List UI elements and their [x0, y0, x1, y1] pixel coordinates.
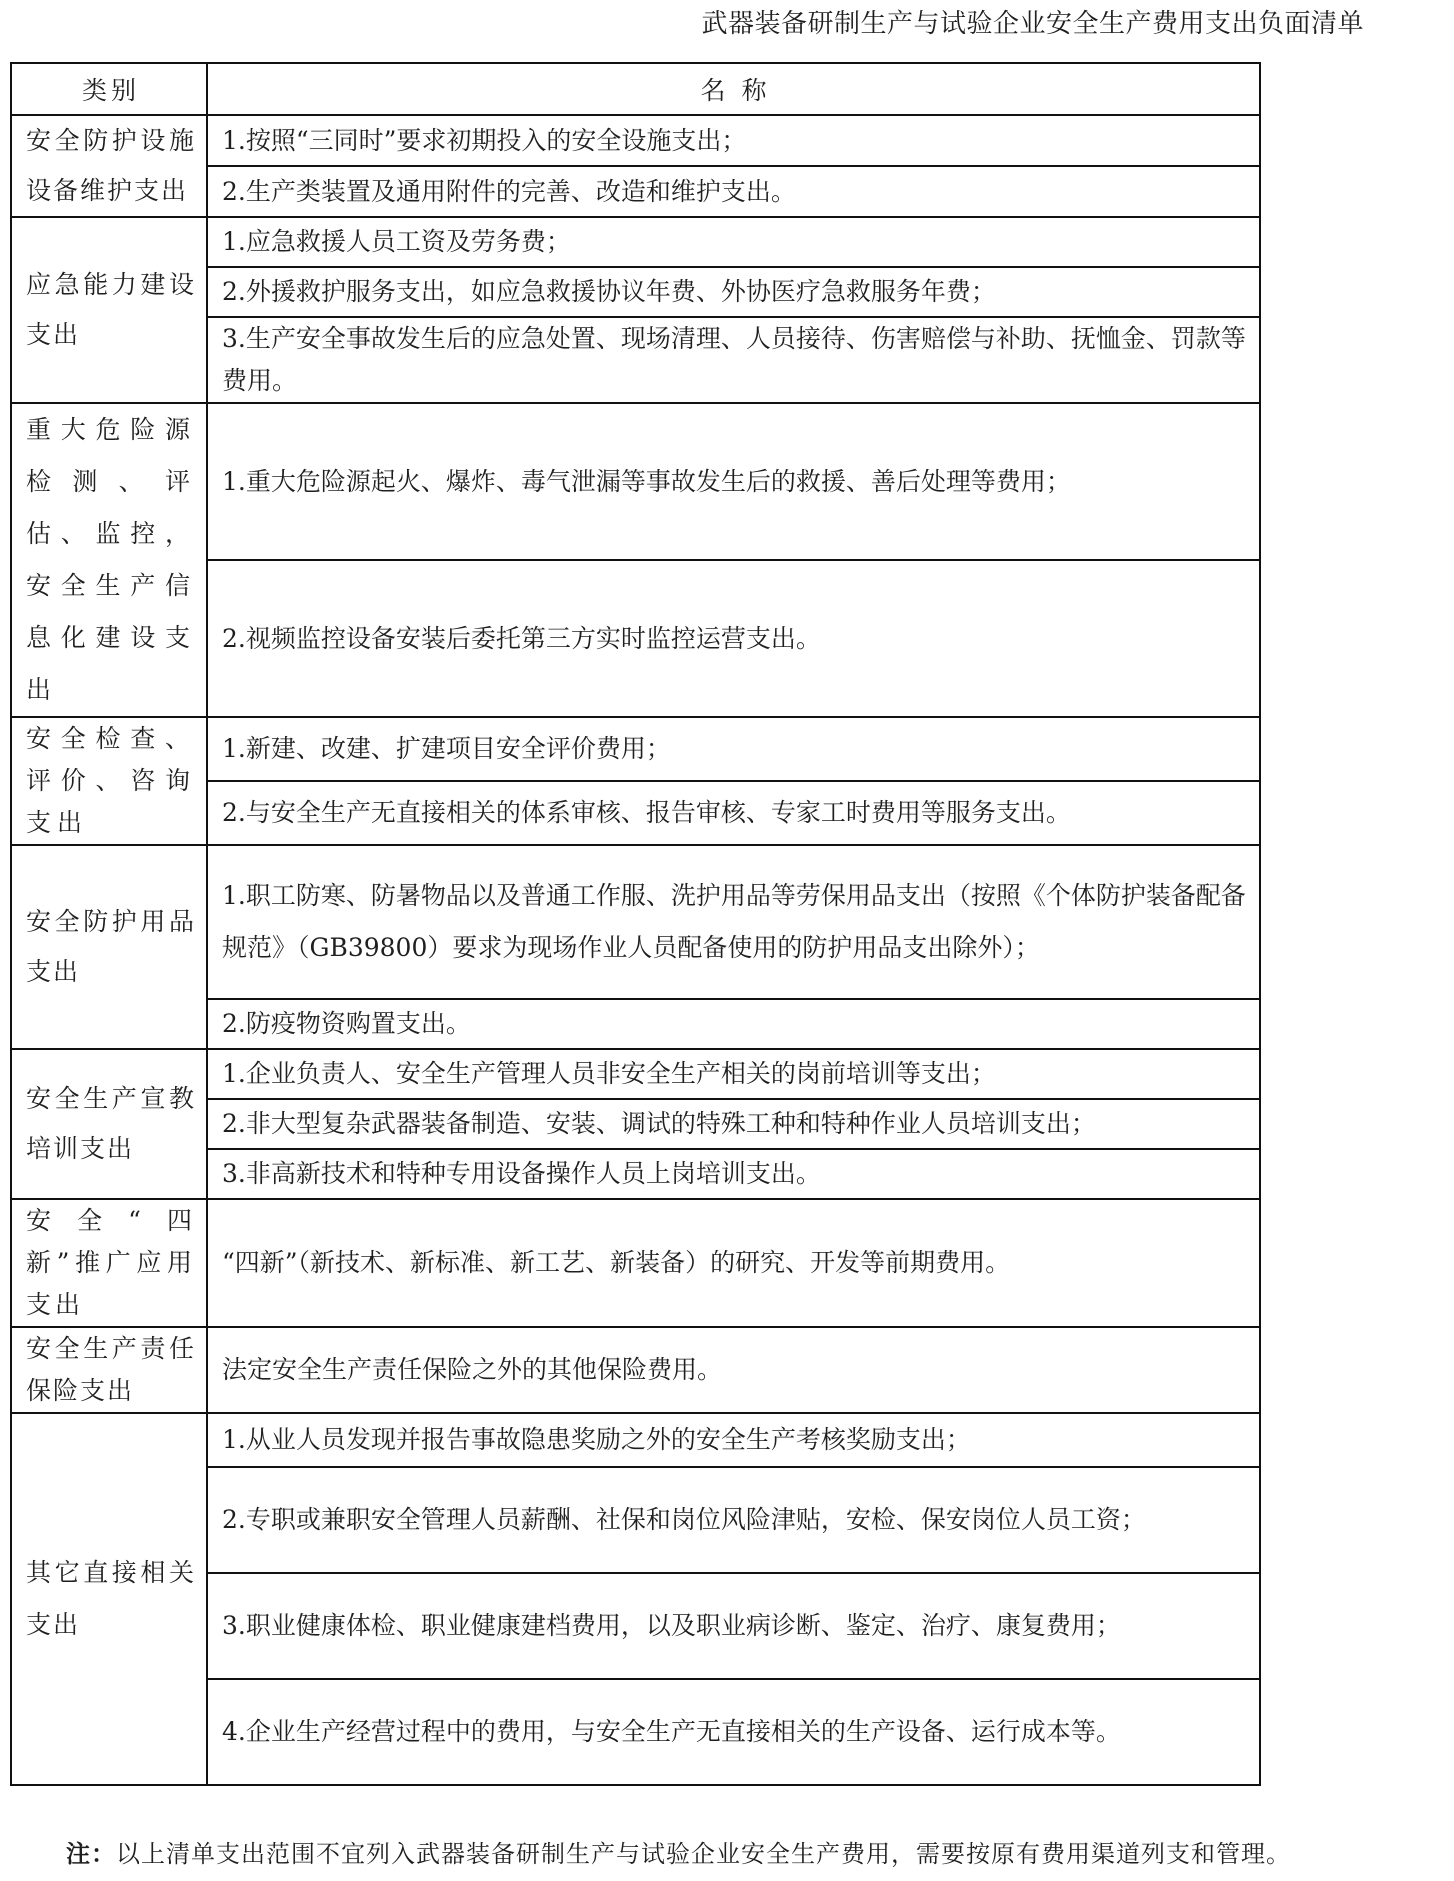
footnote-label: 注：: [66, 1839, 116, 1868]
item-cell: 3.非高新技术和特种专用设备操作人员上岗培训支出。: [207, 1149, 1260, 1199]
category-cell: 安全生产责任保险支出: [11, 1327, 207, 1413]
table-row: [11, 115, 1260, 166]
item-cell: 2.与安全生产无直接相关的体系审核、报告审核、专家工时费用等服务支出。: [207, 781, 1260, 845]
item-cell: 3.职业健康体检、职业健康建档费用，以及职业病诊断、鉴定、治疗、康复费用；: [207, 1573, 1260, 1679]
category-column-header: 类别: [11, 63, 207, 115]
table-row: [11, 403, 1260, 560]
table-row: [11, 845, 1260, 999]
item-cell: 2.非大型复杂武器装备制造、安装、调试的特殊工种和特种作业人员培训支出；: [207, 1099, 1260, 1149]
footnote-text: 以上清单支出范围不宜列入武器装备研制生产与试验企业安全生产费用，需要按原有费用渠道列支和管理。: [116, 1840, 1291, 1868]
item-cell: 1.从业人员发现并报告事故隐患奖励之外的安全生产考核奖励支出；: [207, 1413, 1260, 1467]
table-row: [11, 1049, 1260, 1099]
item-cell: 1.企业负责人、安全生产管理人员非安全生产相关的岗前培训等支出；: [207, 1049, 1260, 1099]
negative-list-table: [10, 62, 1261, 1786]
footnote: [66, 1834, 1446, 1874]
item-cell: 1.应急救援人员工资及劳务费；: [207, 217, 1260, 267]
item-cell: 2.视频监控设备安装后委托第三方实时监控运营支出。: [207, 560, 1260, 717]
name-column-header: 名 称: [207, 63, 1260, 115]
document-title: 武器装备研制生产与试验企业安全生产费用支出负面清单: [701, 9, 1364, 39]
table-header-row: [11, 63, 1260, 115]
category-cell: 安全检查、评价、咨询支出: [11, 717, 207, 845]
item-cell: 3.生产安全事故发生后的应急处置、现场清理、人员接待、伤害赔偿与补助、抚恤金、罚款等费用。: [207, 317, 1260, 403]
item-cell: 2.外援救护服务支出，如应急救援协议年费、外协医疗急救服务年费；: [207, 267, 1260, 317]
item-cell: 法定安全生产责任保险之外的其他保险费用。: [207, 1327, 1260, 1413]
category-cell: 安全防护用品支出: [11, 845, 207, 1049]
item-cell: 1.按照“三同时”要求初期投入的安全设施支出；: [207, 115, 1260, 166]
category-cell: 应急能力建设支出: [11, 217, 207, 403]
item-cell: 1.职工防寒、防暑物品以及普通工作服、洗护用品等劳保用品支出（按照《个体防护装备配备规范》（GB39800）要求为现场作业人员配备使用的防护用品支出除外）；: [207, 845, 1260, 999]
category-cell: 重大危险源检测、评估、监控，安全生产信息化建设支出: [11, 403, 207, 717]
table-row: [11, 1327, 1260, 1413]
table-row: [11, 717, 1260, 781]
category-cell: 安全“四新”推广应用支出: [11, 1199, 207, 1327]
category-cell: 其它直接相关支出: [11, 1413, 207, 1785]
category-cell: 安全生产宣教培训支出: [11, 1049, 207, 1199]
table-row: [11, 1199, 1260, 1327]
item-cell: 1.重大危险源起火、爆炸、毒气泄漏等事故发生后的救援、善后处理等费用；: [207, 403, 1260, 560]
item-cell: “四新”（新技术、新标准、新工艺、新装备）的研究、开发等前期费用。: [207, 1199, 1260, 1327]
item-cell: 2.防疫物资购置支出。: [207, 999, 1260, 1049]
category-cell: 安全防护设施设备维护支出: [11, 115, 207, 217]
item-cell: 4.企业生产经营过程中的费用，与安全生产无直接相关的生产设备、运行成本等。: [207, 1679, 1260, 1785]
table-row: [11, 1413, 1260, 1467]
item-cell: 2.生产类装置及通用附件的完善、改造和维护支出。: [207, 166, 1260, 217]
item-cell: 2.专职或兼职安全管理人员薪酬、社保和岗位风险津贴，安检、保安岗位人员工资；: [207, 1467, 1260, 1573]
table-row: [11, 217, 1260, 267]
item-cell: 1.新建、改建、扩建项目安全评价费用；: [207, 717, 1260, 781]
